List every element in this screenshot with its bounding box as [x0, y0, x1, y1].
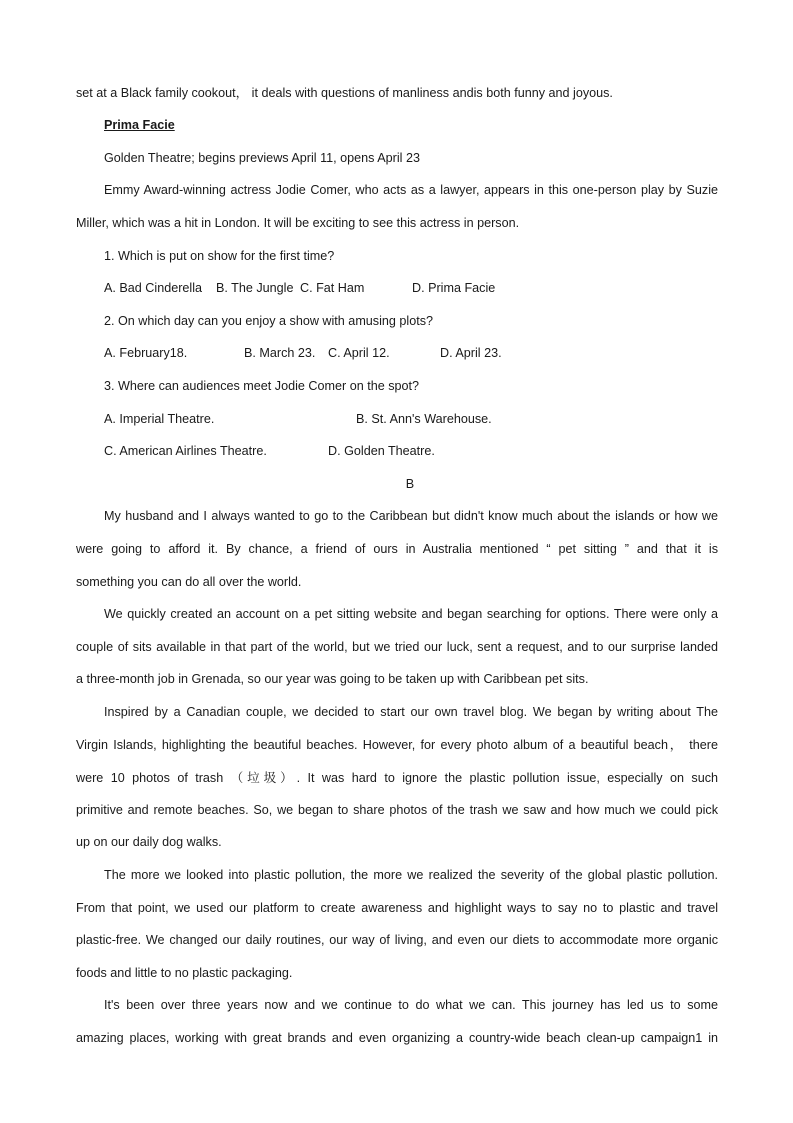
option-b: B. March 23.	[244, 346, 316, 360]
text-line: Golden Theatre; begins previews April 11, opens April 23	[104, 151, 420, 165]
text-line: plastic-free. We changed our daily routines, our way of living, and even our diets to accommodate more organic	[76, 933, 718, 947]
text-line: We quickly created an account on a pet sitting website and began searching for options. There were only a	[104, 607, 718, 621]
text-line: up on our daily dog walks.	[76, 835, 222, 849]
option-c: C. American Airlines Theatre.	[104, 444, 267, 458]
text-line: were going to afford it. By chance, a friend of ours in Australia mentioned “ pet sitting ” and that it is	[76, 542, 718, 556]
option-b: B. The Jungle	[216, 281, 294, 295]
option-b: B. St. Ann's Warehouse.	[356, 412, 492, 426]
text-line: a three-month job in Grenada, so our year was going to be taken up with Caribbean pet sits.	[76, 672, 589, 686]
option-a: A. Imperial Theatre.	[104, 412, 215, 426]
text-line: something you can do all over the world.	[76, 575, 302, 589]
text-line: amazing places, working with great brands and even organizing a country-wide beach clean-up campaign1 in	[76, 1031, 718, 1045]
option-c: C. Fat Ham	[300, 281, 365, 295]
option-d: D. April 23.	[440, 346, 502, 360]
option-a: A. February18.	[104, 346, 188, 360]
text-line: Virgin Islands, highlighting the beautiful beaches. However, for every photo album of a beautiful beach， there	[76, 738, 718, 752]
option-d: D. Prima Facie	[412, 281, 496, 295]
text-line: couple of sits available in that part of the world, but we tried our luck, sent a request, and to our surprise landed	[76, 640, 718, 654]
section-heading-b: B	[405, 477, 415, 491]
text-line: primitive and remote beaches. So, we began to share photos of the trash we saw and how much we could pick	[76, 803, 718, 817]
text-line: From that point, we used our platform to create awareness and highlight ways to say no to plastic and travel	[76, 901, 718, 915]
text-line: were 10 photos of trash （垃圾）. It was hard to ignore the plastic pollution issue, especially on such	[76, 771, 718, 785]
option-c: C. April 12.	[328, 346, 390, 360]
option-d: D. Golden Theatre.	[328, 444, 435, 458]
text-line: Inspired by a Canadian couple, we decided to start our own travel blog. We began by writing about The	[104, 705, 718, 719]
option-a: A. Bad Cinderella	[104, 281, 203, 295]
question-1: 1. Which is put on show for the first time?	[104, 249, 335, 263]
text-line: set at a Black family cookout， it deals with questions of manliness andis both funny and joyous.	[76, 86, 613, 100]
text-line: The more we looked into plastic pollution, the more we realized the severity of the global plastic pollution.	[104, 868, 718, 882]
text-line: It's been over three years now and we continue to do what we can. This journey has led us to some	[104, 998, 718, 1012]
text-line: Emmy Award-winning actress Jodie Comer, who acts as a lawyer, appears in this one-person play by Suzie	[104, 183, 718, 197]
text-line: foods and little to no plastic packaging.	[76, 966, 293, 980]
text-line: Miller, which was a hit in London. It will be exciting to see this actress in person.	[76, 216, 520, 230]
text-line: My husband and I always wanted to go to the Caribbean but didn't know much about the islands or how we	[104, 509, 718, 523]
question-3: 3. Where can audiences meet Jodie Comer on the spot?	[104, 379, 420, 393]
question-2: 2. On which day can you enjoy a show with amusing plots?	[104, 314, 434, 328]
section-title: Prima Facie	[104, 118, 175, 132]
